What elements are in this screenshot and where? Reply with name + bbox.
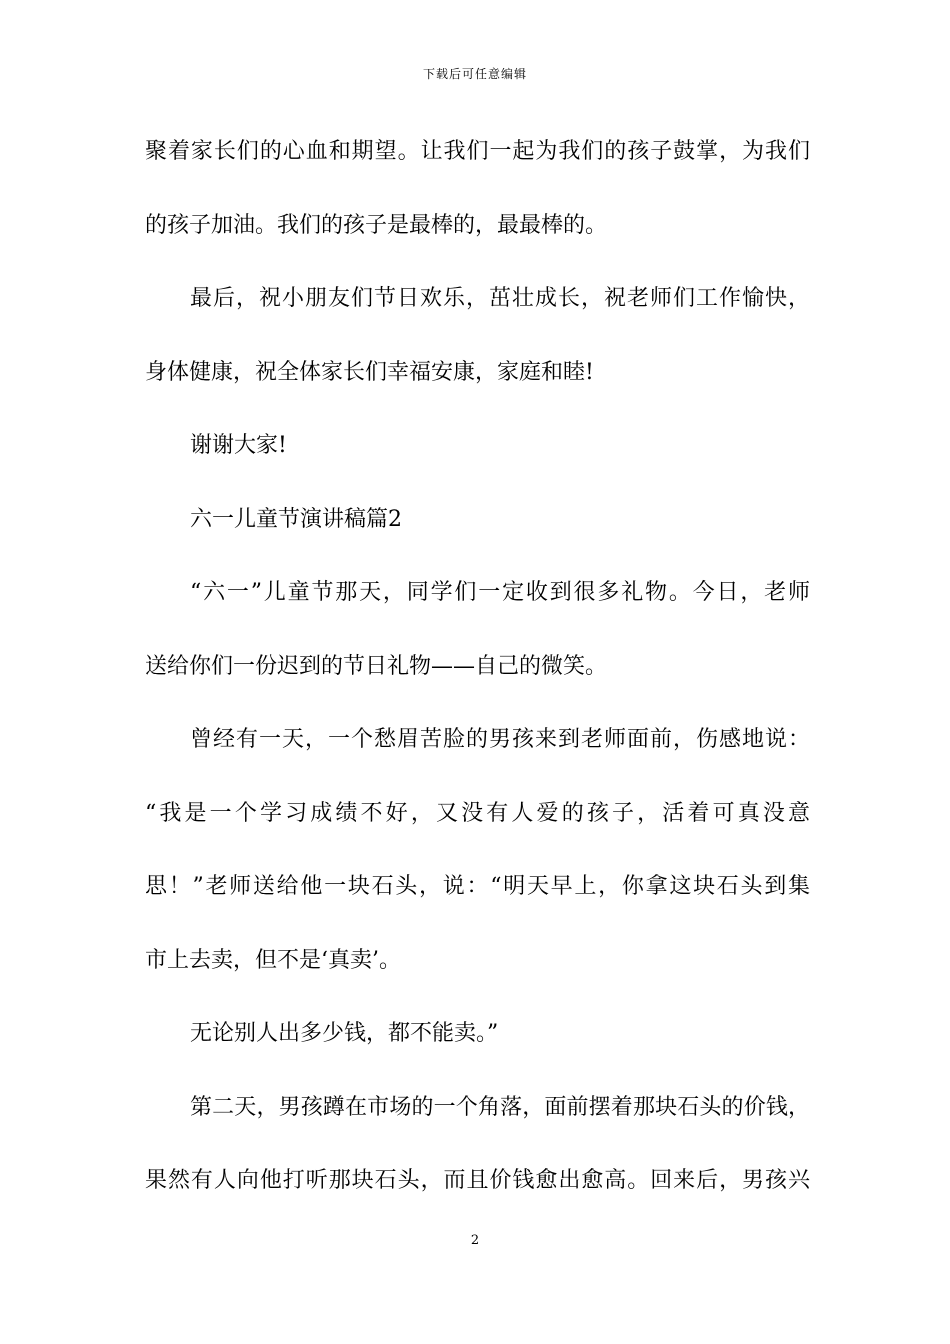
paragraph-line: 身体健康，祝全体家长们幸福安康，家庭和睦!: [145, 359, 594, 385]
paragraph-line: “六一”儿童节那天，同学们一定收到很多礼物。今日，老师: [190, 580, 810, 605]
paragraph-line: 思！”老师送给他一块石头，说：“明天早上，你拿这块石头到集: [145, 874, 810, 899]
paragraph-line: 的孩子加油。我们的孩子是最棒的，最最棒的。: [145, 212, 608, 238]
paragraph-line: 第二天，男孩蹲在市场的一个角落，面前摆着那块石头的价钱，: [190, 1094, 810, 1120]
page-number: 2: [470, 1233, 480, 1248]
paragraph-line: 聚着家长们的心血和期望。让我们一起为我们的孩子鼓掌，为我们: [145, 139, 810, 164]
paragraph-line: 无论别人出多少钱，都不能卖。”: [190, 1021, 499, 1046]
document-body: [145, 128, 810, 1231]
paragraph-line: 送给你们一份迟到的节日礼物——自己的微笑。: [145, 653, 608, 679]
paragraph-line: 果然有人向他打听那块石头，而且价钱愈出愈高。回来后，男孩兴: [145, 1168, 810, 1193]
paragraph-line: 谢谢大家!: [190, 433, 287, 458]
paragraph-line: 曾经有一天，一个愁眉苦脸的男孩来到老师面前，伤感地说：: [190, 727, 810, 752]
paragraph-line: 最后，祝小朋友们节日欢乐，茁壮成长，祝老师们工作愉快，: [190, 286, 810, 311]
paragraph-line: “我是一个学习成绩不好，又没有人爱的孩子，活着可真没意: [145, 800, 810, 826]
section-heading: 六一儿童节演讲稿篇2: [190, 506, 402, 532]
page-header: 下载后可任意编辑: [422, 67, 527, 81]
paragraph-line: 市上去卖，但不是‘真卖’。: [145, 947, 401, 973]
